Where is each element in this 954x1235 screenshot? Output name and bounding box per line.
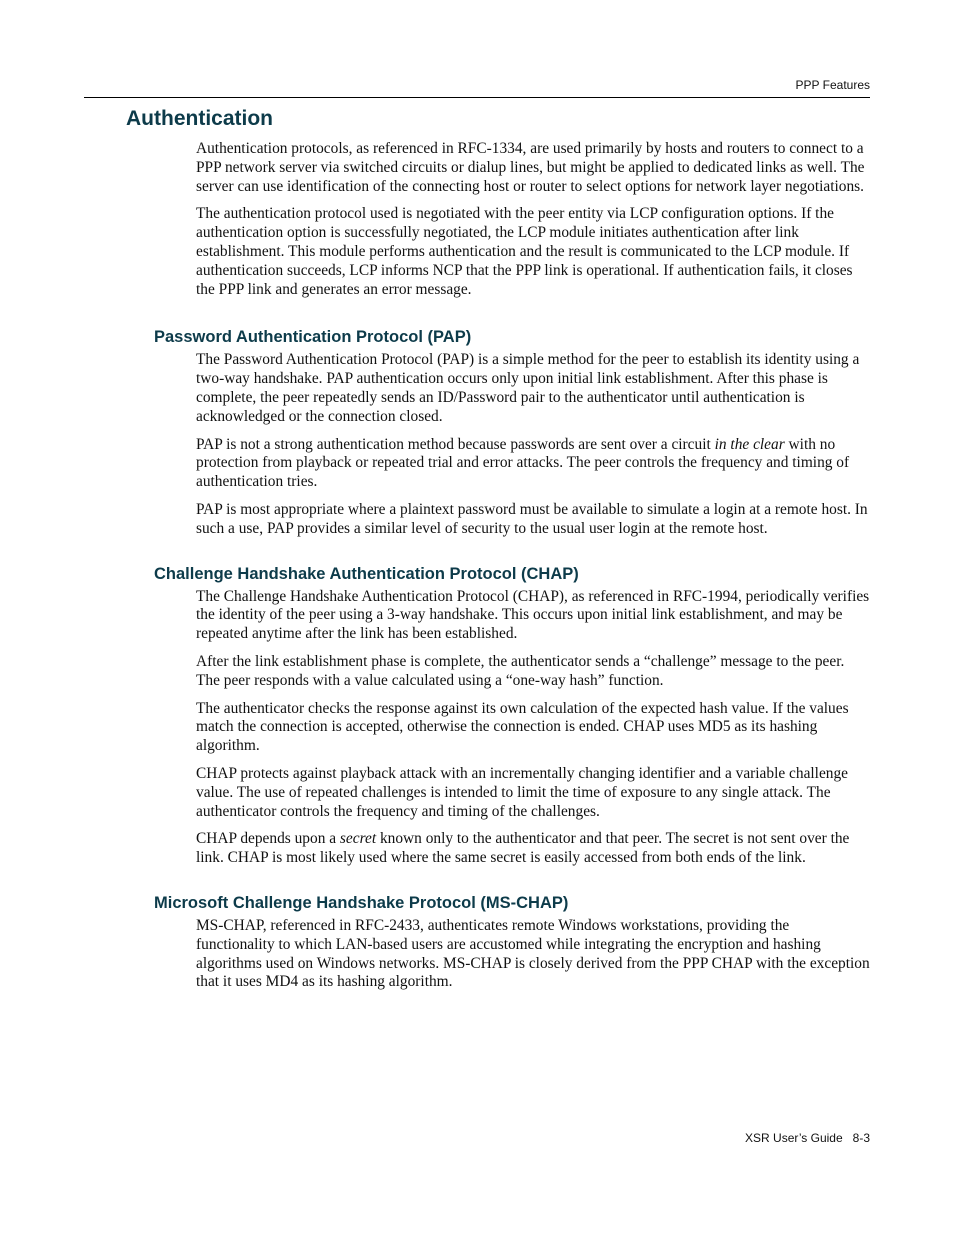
header-rule xyxy=(84,97,870,98)
paragraph: The Password Authentication Protocol (PAP) is a simple method for the peer to establish its identity using a two-way handshake. PAP authentication occurs only upon initial link establishment. After this phase is complete, the peer repeatedly sends an ID/Password pair to the authenticator until authentication is acknowledged or the connection closed. xyxy=(196,351,860,425)
paragraph: PAP is most appropriate where a plaintext password must be available to simulate a login at a remote host. In such a use, PAP provides a similar level of security to the usual user login at the remote host. xyxy=(196,500,868,537)
section-authentication xyxy=(0,105,954,299)
section-chap xyxy=(0,563,954,868)
paragraph: After the link establishment phase is complete, the authenticator sends a “challenge” message to the peer. The peer responds with a value calculated using a “one-way hash” function. xyxy=(196,652,845,689)
section-mschap xyxy=(0,892,954,992)
paragraph: The authentication protocol used is negotiated with the peer entity via LCP configuration options. If the authentication option is successfully negotiated, the LCP module initiates authentication after link establishment. This module performs authentication and the result is communicated to the LCP module. If authentication succeeds, LCP informs NCP that the PPP link is operational. If authentication fails, it closes the PPP link and generates an error message. xyxy=(196,205,853,298)
subsection-title: Microsoft Challenge Handshake Protocol (MS-CHAP) xyxy=(154,893,569,912)
emphasis-text: secret xyxy=(339,830,377,848)
paragraph: Authentication protocols, as referenced in RFC-1334, are used primarily by hosts and routers to connect to a PPP network server via switched circuits or dialup lines, but might be applied to dedicated links as well. The server can use identification of the connecting host or router to select options for network layer negotiations. xyxy=(196,140,865,195)
text-run: CHAP depends upon a xyxy=(196,830,340,848)
subsection-title: Password Authentication Protocol (PAP) xyxy=(154,328,472,347)
page-content xyxy=(0,105,954,1016)
paragraph: The Challenge Handshake Authentication Protocol (CHAP), as referenced in RFC-1994, periodically verifies the identity of the peer using a 3-way handshake. This occurs upon initial link establishment, and may be repeated anytime after the link has been established. xyxy=(196,587,870,643)
section-pap xyxy=(0,326,954,538)
running-head: PPP Features xyxy=(795,78,870,92)
emphasis-text: in the clear xyxy=(714,435,785,453)
footer-guide-title: XSR User’s Guide xyxy=(745,1131,843,1145)
paragraph: CHAP protects against playback attack with an incrementally changing identifier and a variable challenge value. The use of repeated challenges is intended to limit the time of exposure to any single attack. The authenticator controls the frequency and timing of the challenges. xyxy=(196,764,849,820)
text-run: known only to the authenticator and that peer. The secret is not sent over the link. CHAP is most likely used where the same secret is easily accessed from both ends of the link. xyxy=(196,830,850,867)
text-run: PAP is not a strong authentication method because passwords are sent over a circuit xyxy=(196,435,715,453)
paragraph xyxy=(196,830,870,868)
paragraph: The authenticator checks the response against its own calculation of the expected hash value. If the values match the connection is accepted, otherwise the connection is ended. CHAP uses MD5 as its hashing algorithm. xyxy=(196,699,849,755)
subsection-title: Challenge Handshake Authentication Protocol (CHAP) xyxy=(154,564,579,583)
page-footer xyxy=(745,1131,870,1145)
section-title: Authentication xyxy=(126,107,273,130)
paragraph: MS-CHAP, referenced in RFC-2433, authenticates remote Windows workstations, providing the functionality to which LAN-based users are accustomed while integrating the encryption and hashing algorithms used on Windows networks. MS-CHAP is closely derived from the PPP CHAP with the exception that it uses MD4 as its hashing algorithm. xyxy=(196,916,870,991)
text-run: with no protection from playback or repeated trial and error attacks. The peer controls the frequency and timing of authentication tries. xyxy=(196,435,850,491)
paragraph xyxy=(196,436,870,492)
footer-page-number: 8-3 xyxy=(852,1131,870,1145)
